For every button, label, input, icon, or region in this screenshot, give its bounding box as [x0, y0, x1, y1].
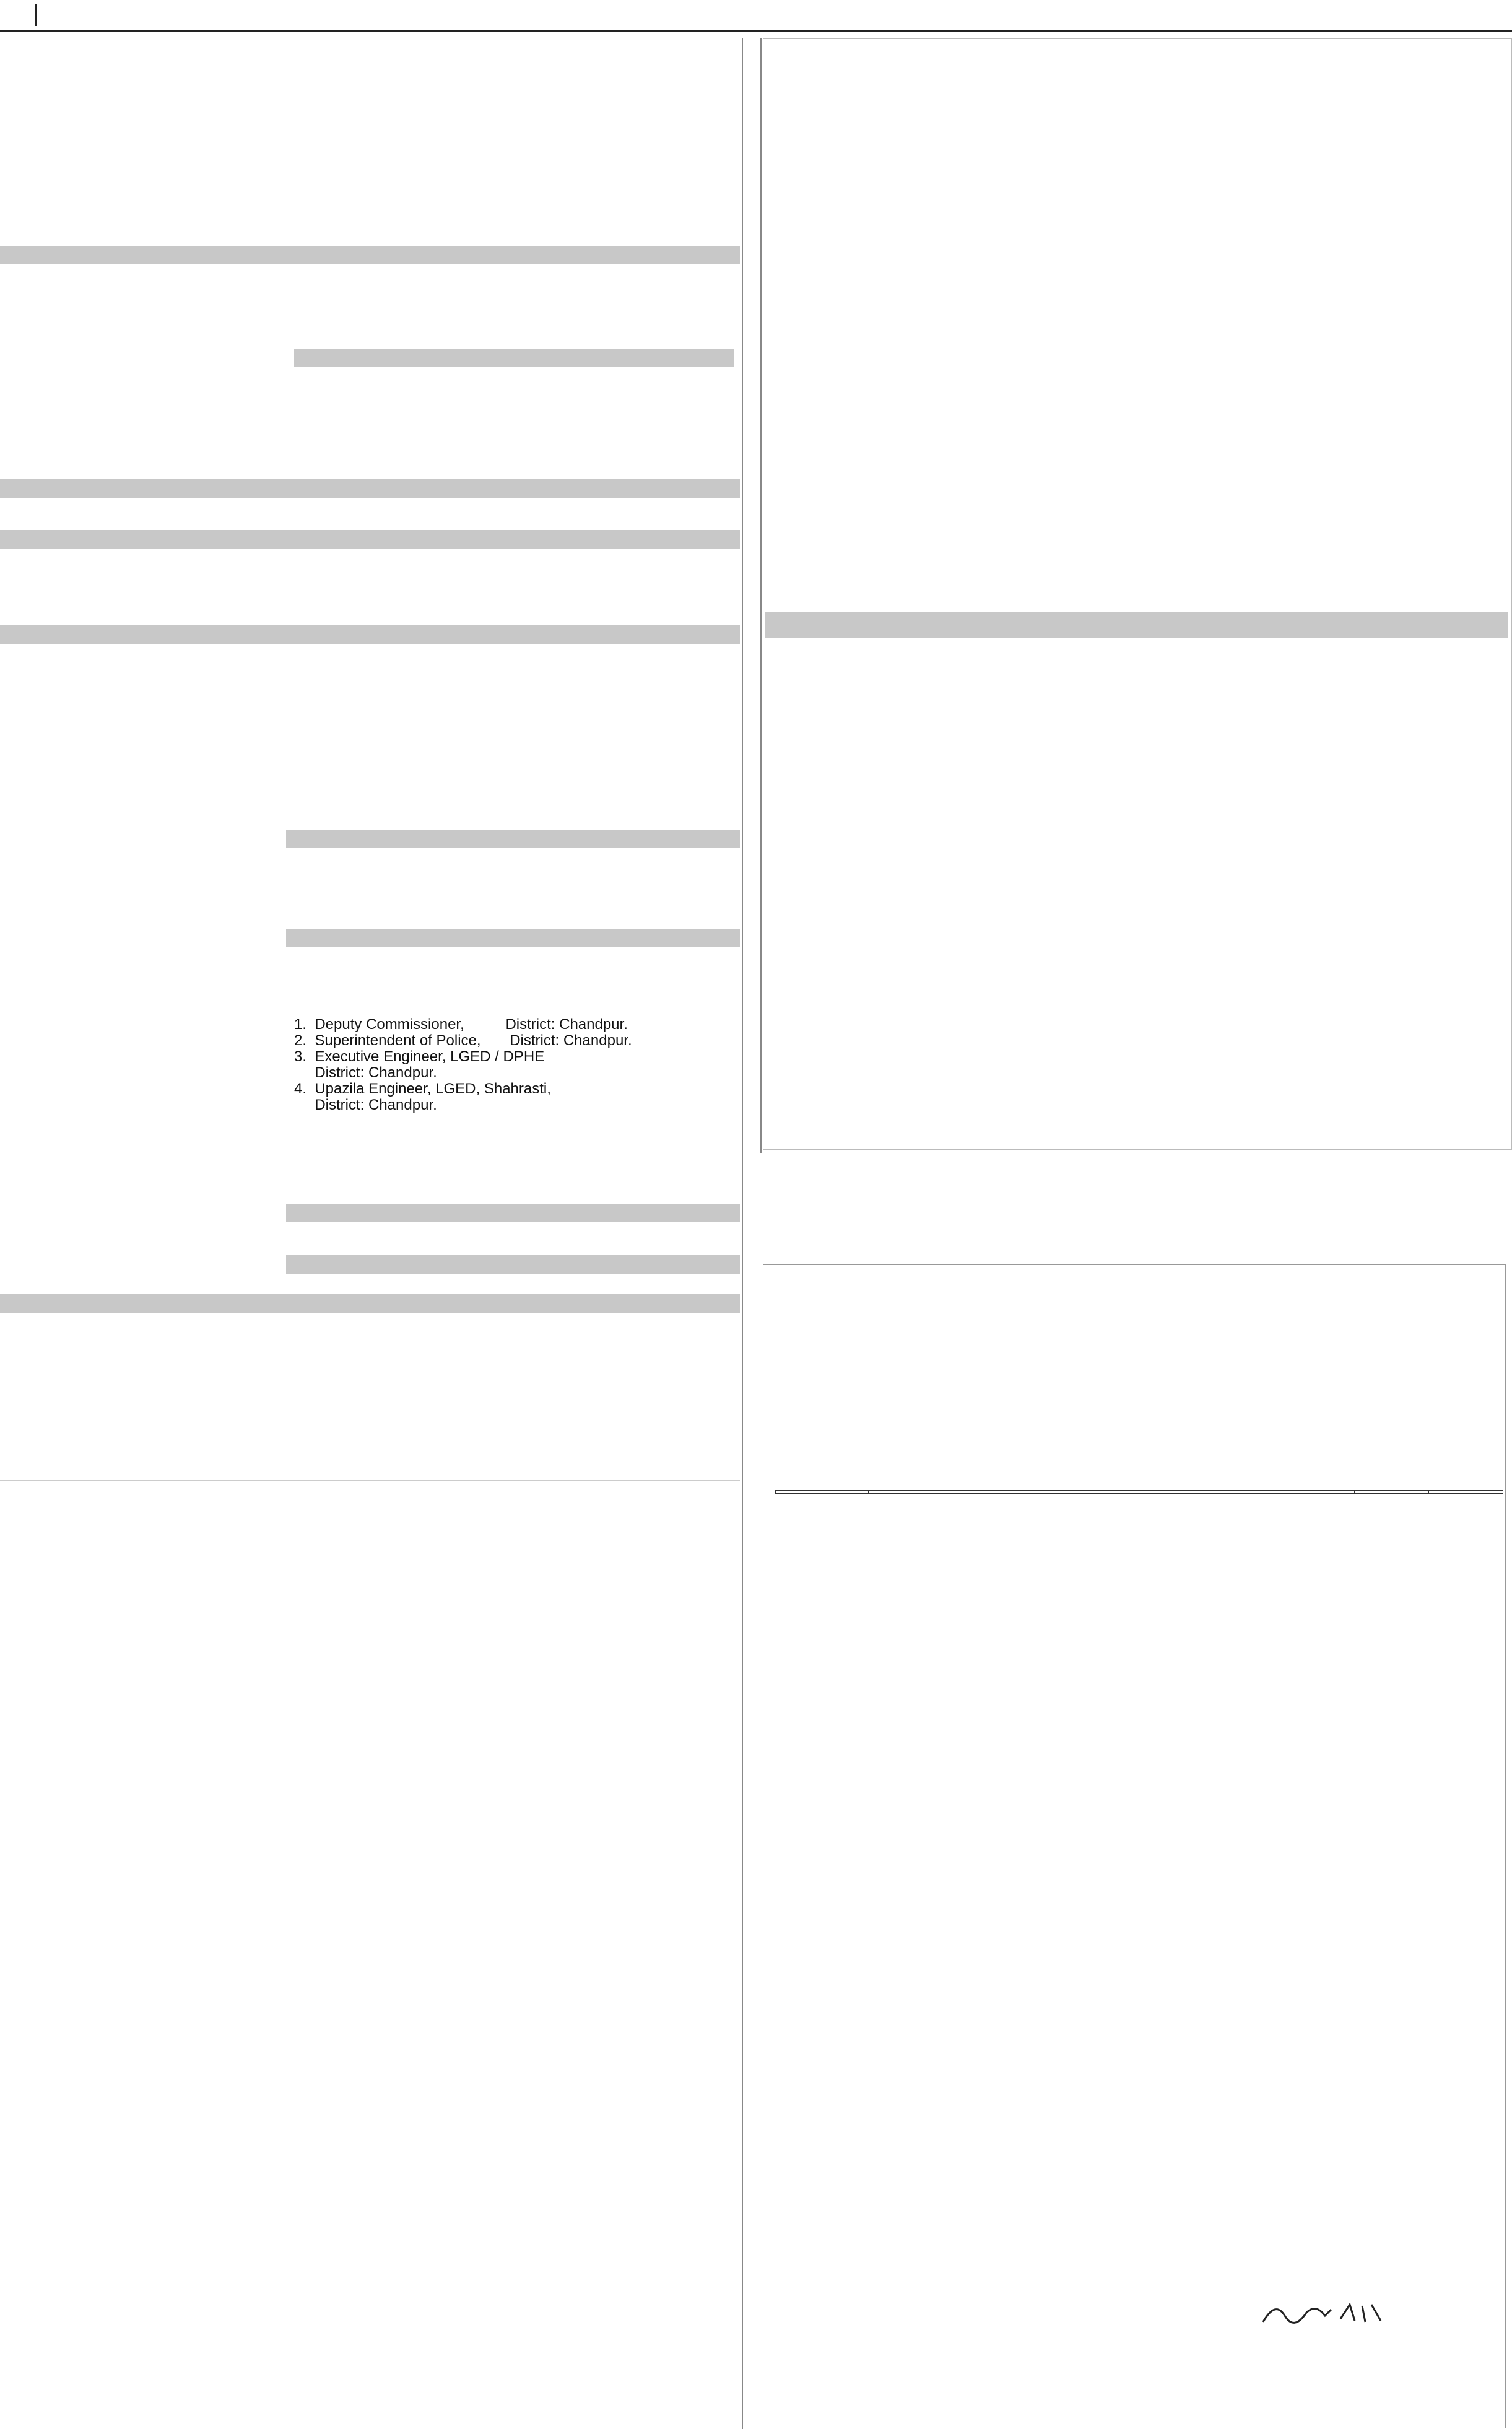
- pe-band: [765, 612, 1508, 638]
- hdr-time-3: [487, 1255, 740, 1274]
- right-notice-frame: [763, 38, 1512, 1150]
- col-opening: [1429, 1491, 1503, 1494]
- band-key-information: [0, 479, 740, 498]
- column-divider: [760, 38, 762, 1153]
- rhd-notice: [763, 1264, 1506, 2428]
- masthead-divider: [35, 4, 37, 26]
- hdr-name: [286, 929, 487, 947]
- handwritten-signature: [1257, 2297, 1393, 2328]
- hdr-address: [487, 929, 740, 947]
- hdr-date-place: [286, 1255, 487, 1274]
- header-bar: [0, 246, 740, 264]
- hdr-time-1: [487, 830, 740, 848]
- hdr-time-2: [487, 1204, 740, 1222]
- offices-others-list: 1. Deputy Commissioner, District: Chandpur. 2. Superintendent of Police, District: Chandpur. 3. Executive Engineer, LGED / DPHE District: Chandpur. 4. Upazila Engineer, LGED, Shahrasti, District: Chandpur.: [294, 1016, 632, 1113]
- band-particular-information: [0, 625, 740, 644]
- hdr-date-1: [286, 830, 487, 848]
- band-funding-information: [0, 530, 740, 549]
- table26-top-rule: [0, 1480, 740, 1481]
- ifb-notice: [0, 38, 743, 2429]
- hdr-date-2: [286, 1204, 487, 1222]
- band-information-for-bidder: [0, 1294, 740, 1313]
- col-description: [869, 1491, 1280, 1494]
- col-id: [776, 1491, 869, 1494]
- masthead: [0, 0, 1512, 32]
- col-closing: [1355, 1491, 1429, 1494]
- etender-table: [775, 1490, 1503, 1494]
- col-last-selling: [1280, 1491, 1355, 1494]
